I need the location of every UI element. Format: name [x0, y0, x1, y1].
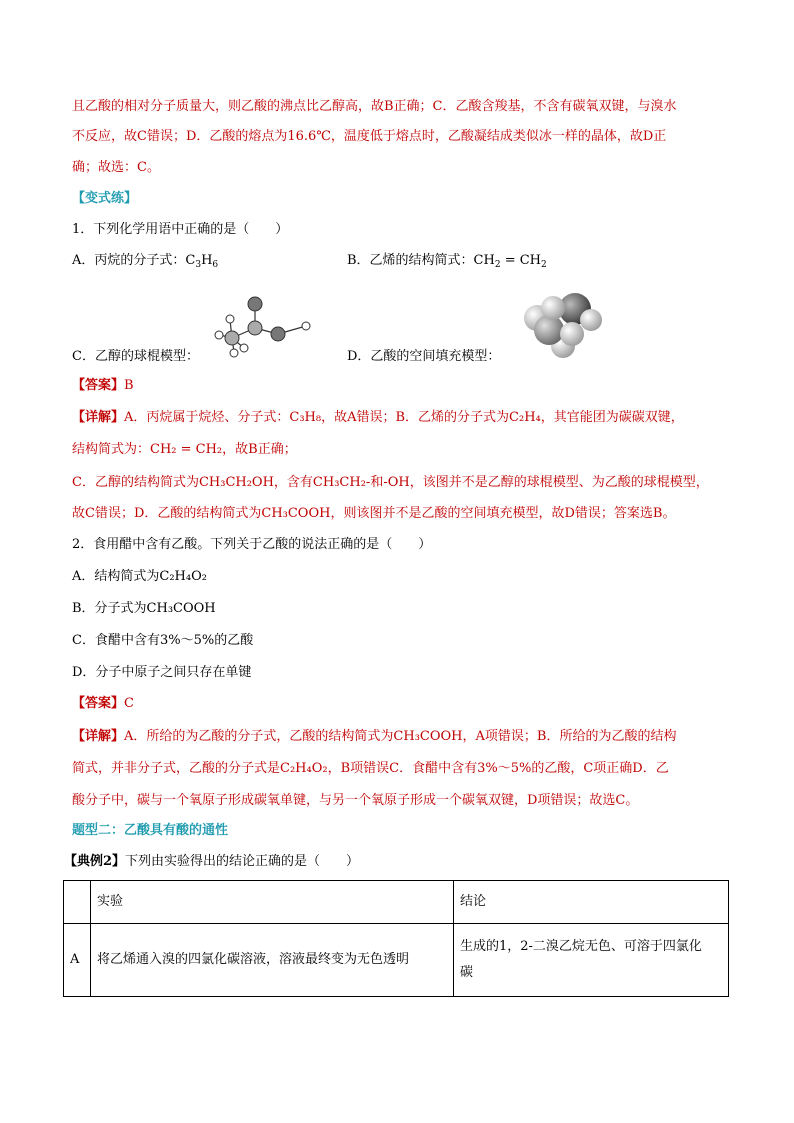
q2-option-c: C．食醋中含有3%～5%的乙酸: [72, 633, 254, 648]
q1-detail-line-4: 故C错误；D．乙酸的结构简式为CH₃COOH，则该图并不是乙酸的空间填充模型，故D错误；答案选B。: [72, 506, 676, 521]
table-header-cell: [64, 881, 91, 924]
q2-detail-line-1: 【详解】A．所给的为乙酸的分子式，乙酸的结构简式为CH₃COOH，A项错误；B．所给的为乙酸的结构: [72, 729, 677, 744]
ethanol-ball-stick-model-icon: [200, 292, 320, 362]
table-header-cell: 实验: [91, 881, 454, 924]
table-header-cell: 结论: [454, 881, 729, 924]
q1-answer: 【答案】B: [72, 378, 134, 393]
acetic-acid-space-filling-model-icon: [515, 290, 605, 360]
q1-option-b: B．乙烯的结构简式：$CH_2 = CH_2$: [347, 253, 547, 270]
variant-heading: 【变式练】: [72, 191, 138, 206]
q2-answer: 【答案】C: [72, 696, 134, 711]
q1-detail-line-3: C．乙醇的结构简式为CH₃CH₂OH，含有CH₃CH₂-和-OH，该图并不是乙醇的球棍模型、为乙酸的球棍模型，: [72, 475, 709, 490]
type2-heading: 题型二：乙酸具有酸的通性: [72, 823, 229, 838]
intro-line-2: 不反应，故C错误；D．乙酸的熔点为16.6℃，温度低于熔点时，乙酸凝结成类似冰一样的晶体，故D正: [72, 129, 667, 144]
q2-detail-line-2: 简式，并非分子式，乙酸的分子式是C₂H₄O₂，B项错误C．食醋中含有3%～5%的乙酸，C项正确D．乙: [72, 761, 669, 776]
row-label: A: [64, 924, 91, 997]
q2-option-b: B．分子式为CH₃COOH: [72, 601, 216, 616]
q2-option-a: A．结构简式为C₂H₄O₂: [72, 569, 207, 584]
q2-detail-line-3: 酸分子中，碳与一个氧原子形成碳氧单键，与另一个氧原子形成一个碳氧双键，D项错误；故选C。: [72, 793, 639, 808]
intro-line-3: 确；故选：C。: [72, 160, 160, 175]
q1-detail-line-2: 结构简式为：CH₂ = CH₂，故B正确；: [72, 442, 297, 457]
experiment-table: [63, 880, 729, 997]
q1-option-d: D．乙酸的空间填充模型：: [347, 349, 501, 364]
table-row: [64, 924, 729, 997]
q2-stem: 2．食用醋中含有乙酸。下列关于乙酸的说法正确的是（ ）: [72, 537, 432, 552]
q1-detail-line-1: 【详解】A．丙烷属于烷烃、分子式：C₃H₈，故A错误；B．乙烯的分子式为C₂H₄，其官能团为碳碳双键，: [72, 410, 684, 425]
q1-option-a: A．丙烷的分子式：$C_3H_6$: [72, 253, 219, 270]
q2-option-d: D．分子中原子之间只存在单键: [72, 665, 252, 680]
table-header-row: [64, 881, 729, 924]
row-conclusion: 生成的1，2-二溴乙烷无色、可溶于四氯化 碳: [454, 924, 729, 997]
intro-line-1: 且乙酸的相对分子质量大，则乙酸的沸点比乙醇高，故B正确；C．乙酸含羧基，不含有碳氧双键，与溴水: [72, 99, 677, 114]
q1-option-c: C．乙醇的球棍模型：: [72, 349, 199, 364]
q1-stem: 1．下列化学用语中正确的是（ ）: [72, 222, 289, 237]
row-experiment: 将乙烯通入溴的四氯化碳溶液，溶液最终变为无色透明: [91, 924, 454, 997]
example2-stem: 【典例2】下列由实验得出的结论正确的是（ ）: [64, 854, 360, 869]
